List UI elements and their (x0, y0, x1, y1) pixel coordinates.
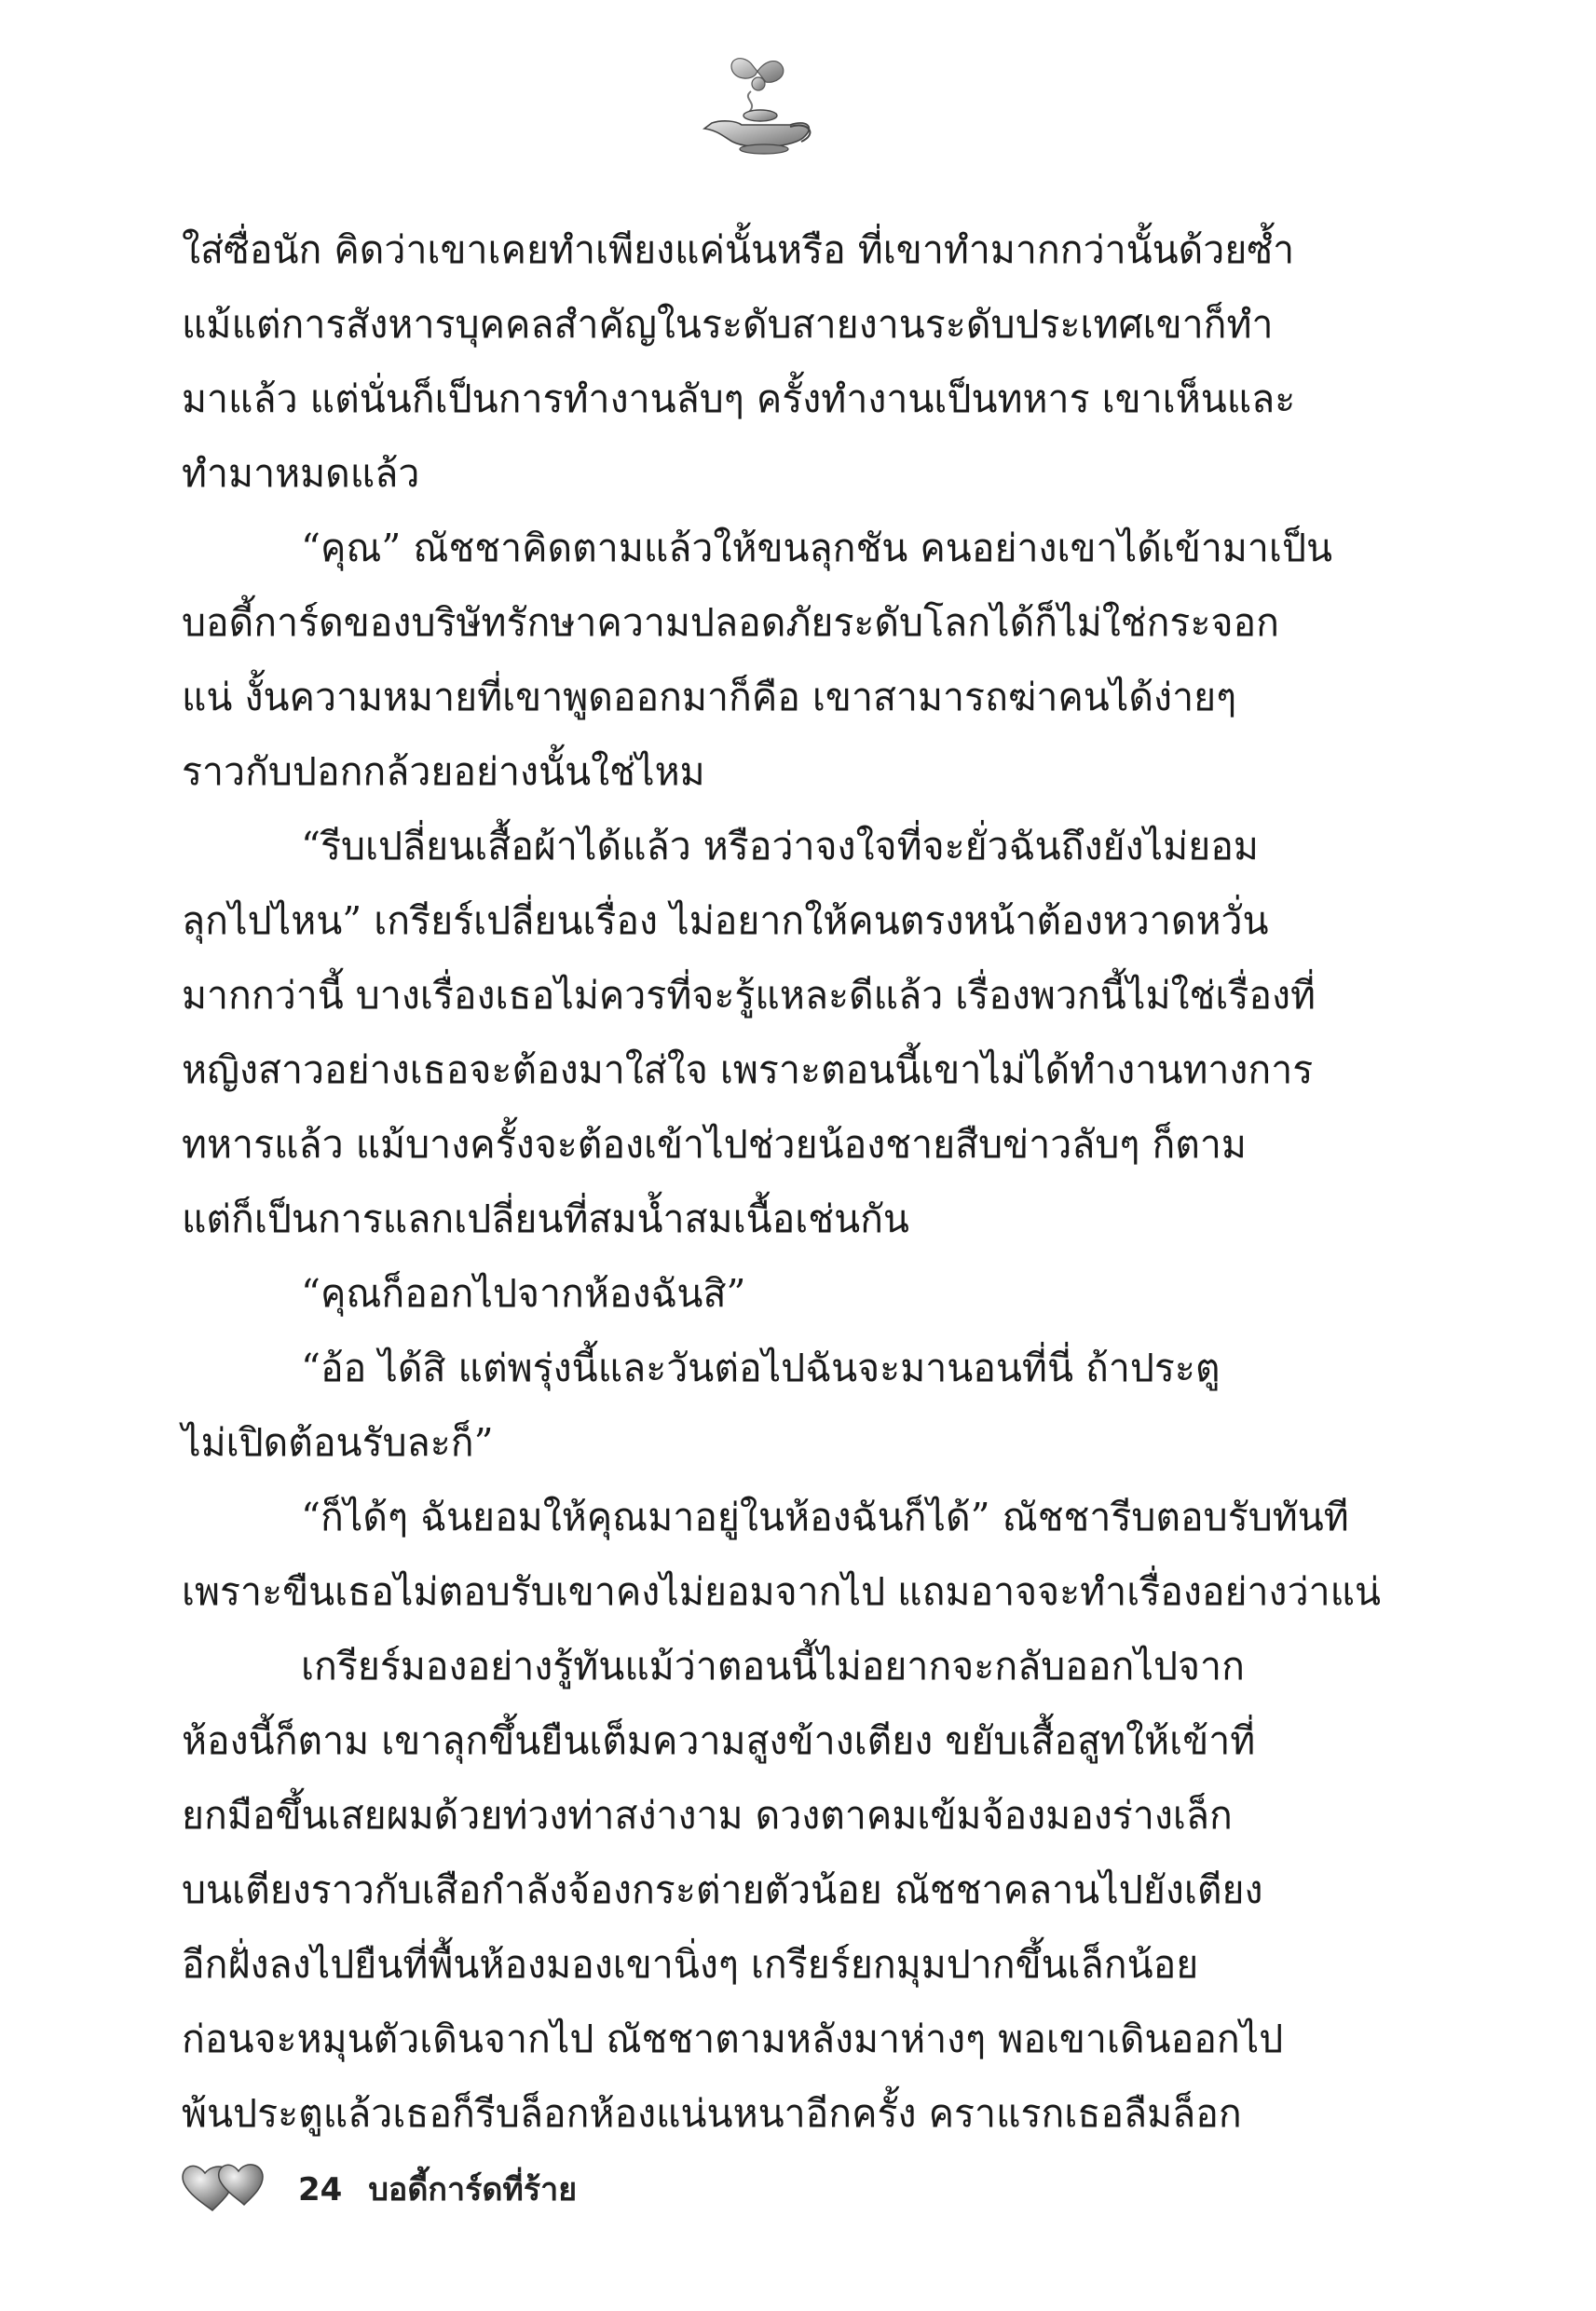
paragraph-line: “คุณ” ณัชชาคิดตามแล้วให้ขนลุกชัน คนอย่างเขาได้เข้ามาเป็น (301, 526, 1332, 570)
page-footer (177, 2153, 829, 2218)
paragraph-line: ใส่ซื่อนัก คิดว่าเขาเคยทำเพียงแค่นั้นหรือ ที่เขาทำมากกว่านั้นด้วยซ้ำ (182, 227, 1295, 272)
paragraph-line: อีกฝั่งลงไปยืนที่พื้นห้องมองเขานิ่งๆ เกรียร์ยกมุมปากขึ้นเล็กน้อย (182, 1942, 1199, 1987)
body-text (182, 212, 1382, 2151)
paragraph-line: “ก็ได้ๆ ฉันยอมให้คุณมาอยู่ในห้องฉันก็ได้” ณัชชารีบตอบรับทันที (301, 1495, 1349, 1539)
paragraph-line: แน่ งั้นความหมายที่เขาพูดออกมาก็คือ เขาสามารถฆ่าคนได้ง่ายๆ (182, 675, 1237, 719)
paragraph-line: ทหารแล้ว แม้บางครั้งจะต้องเข้าไปช่วยน้องชายสืบข่าวลับๆ ก็ตาม (182, 1122, 1247, 1167)
paragraph-line: ไม่เปิดต้อนรับละก็” (182, 1420, 494, 1465)
paragraph-line: แม้แต่การสังหารบุคคลสำคัญในระดับสายงานระดับประเทศเขาก็ทำ (182, 302, 1274, 347)
paragraph-line: มากกว่านี้ บางเรื่องเธอไม่ควรที่จะรู้แหละดีแล้ว เรื่องพวกนี้ไม่ใช่เรื่องที่ (182, 973, 1316, 1018)
paragraph-line: หญิงสาวอย่างเธอจะต้องมาใส่ใจ เพราะตอนนี้เขาไม่ได้ทำงานทางการ (182, 1047, 1314, 1092)
paragraph-line: แต่ก็เป็นการแลกเปลี่ยนที่สมน้ำสมเนื้อเช่นกัน (182, 1197, 909, 1241)
paragraph-line: “รีบเปลี่ยนเสื้อผ้าได้แล้ว หรือว่าจงใจที่จะยั่วฉันถึงยังไม่ยอม (301, 824, 1259, 868)
page-number: 24 (298, 2171, 343, 2208)
paragraph-line: “อ้อ ได้สิ แต่พรุ่งนี้และวันต่อไปฉันจะมานอนที่นี่ ถ้าประตู (301, 1346, 1221, 1390)
paragraph-line: ก่อนจะหมุนตัวเดินจากไป ณัชชาตามหลังมาห่างๆ พอเขาเดินออกไป (182, 2017, 1284, 2061)
paragraph-line: ทำมาหมดแล้ว (182, 451, 420, 496)
paragraph-line: มาแล้ว แต่นั่นก็เป็นการทำงานลับๆ ครั้งทำงานเป็นทหาร เขาเห็นและ (182, 376, 1296, 421)
paragraph-line: ยกมือขึ้นเสยผมด้วยท่วงท่าสง่างาม ดวงตาคมเข้มจ้องมองร่างเล็ก (182, 1793, 1233, 1838)
cupid-lamp-ornament-icon (686, 54, 825, 157)
paragraph-line: “คุณก็ออกไปจากห้องฉันสิ” (301, 1271, 746, 1316)
footer-text (298, 2164, 603, 2214)
paragraph-line: บนเตียงราวกับเสือกำลังจ้องกระต่ายตัวน้อย ณัชชาคลานไปยังเตียง (182, 1867, 1263, 1912)
paragraph-line: ราวกับปอกกล้วยอย่างนั้นใช่ไหม (182, 749, 705, 794)
paragraph-line: ลุกไปไหน” เกรียร์เปลี่ยนเรื่อง ไม่อยากให้คนตรงหน้าต้องหวาดหวั่น (182, 898, 1269, 943)
book-title: บอดี้การ์ดที่ร้าย (368, 2171, 578, 2208)
paragraph-line: บอดี้การ์ดของบริษัทรักษาความปลอดภัยระดับโลกได้ก็ไม่ใช่กระจอก (182, 600, 1279, 645)
hearts-ornament-icon (177, 2153, 280, 2218)
paragraph-line: พ้นประตูแล้วเธอก็รีบล็อกห้องแน่นหนาอีกครั้ง คราแรกเธอลืมล็อก (182, 2091, 1242, 2136)
paragraph-line: ห้องนี้ก็ตาม เขาลุกขึ้นยืนเต็มความสูงข้างเตียง ขยับเสื้อสูทให้เข้าที่ (182, 1718, 1256, 1763)
paragraph-line: เกรียร์มองอย่างรู้ทันแม้ว่าตอนนี้ไม่อยากจะกลับออกไปจาก (301, 1644, 1245, 1689)
paragraph-line: เพราะขืนเธอไม่ตอบรับเขาคงไม่ยอมจากไป แถมอาจจะทำเรื่องอย่างว่าแน่ (182, 1569, 1382, 1614)
